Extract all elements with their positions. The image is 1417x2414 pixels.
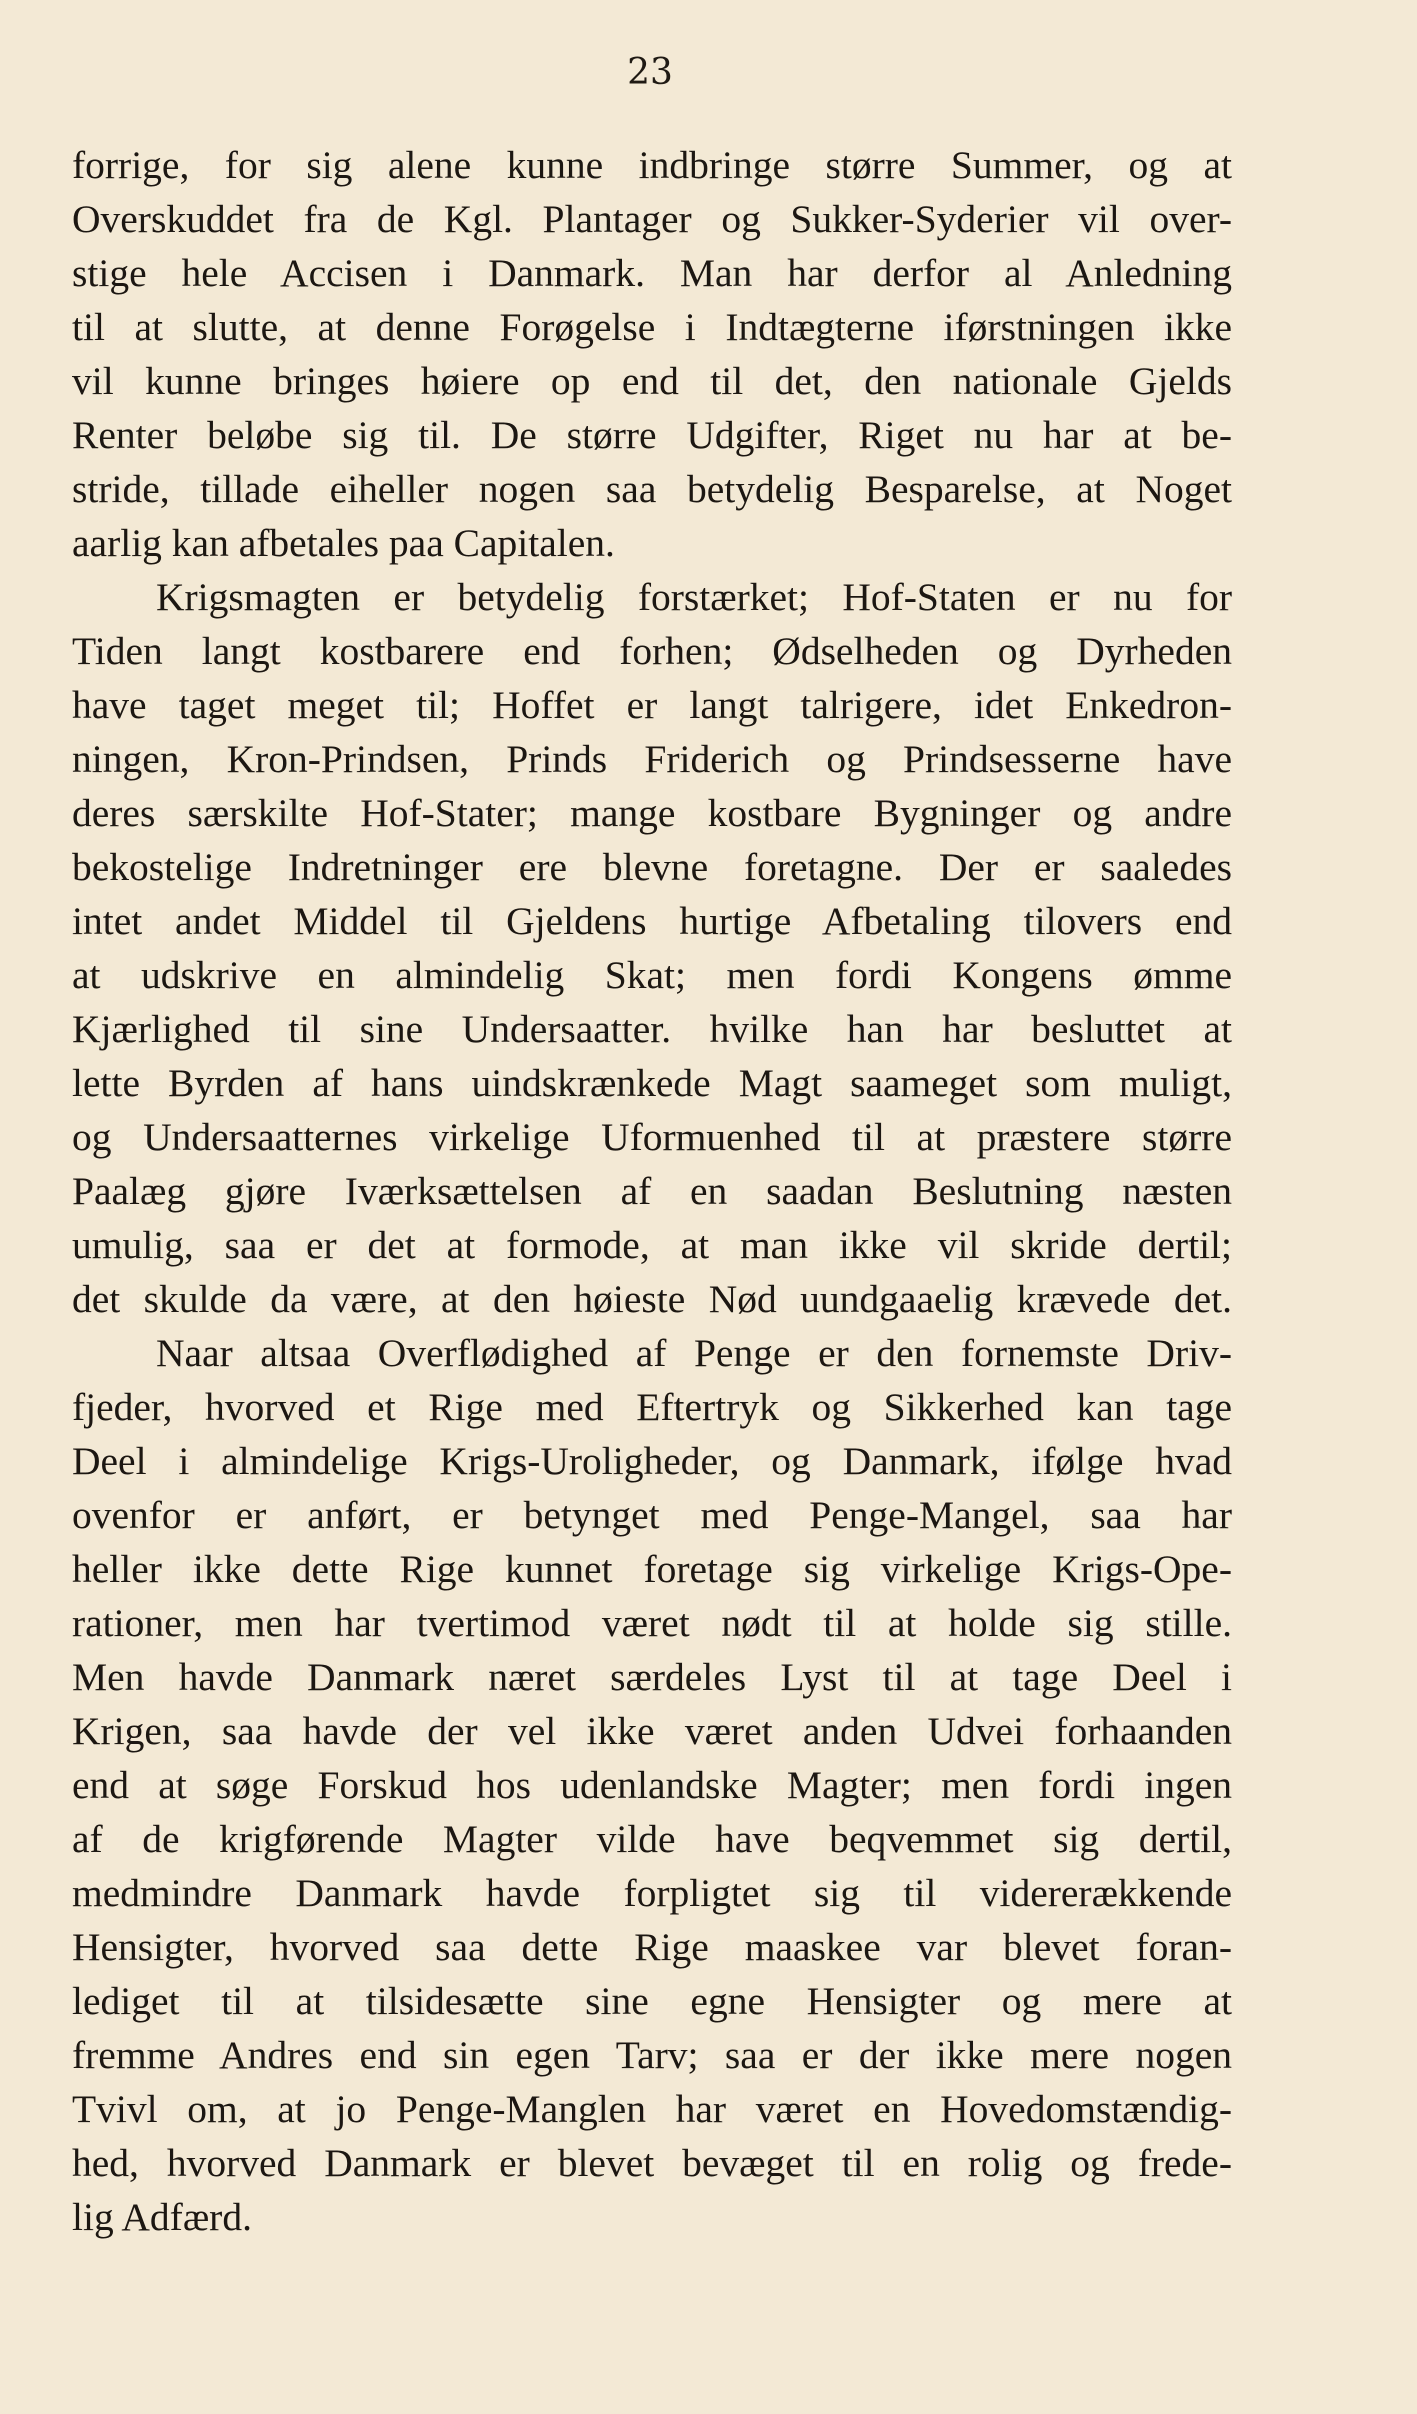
body-text xyxy=(72,138,1232,2244)
text-line: at udskrive en almindelig Skat; men fordi Kongens ømme xyxy=(72,953,1232,997)
text-line: Tvivl om, at jo Penge-Manglen har været en Hovedomstændig- xyxy=(72,2087,1232,2131)
text-line: vil kunne bringes høiere op end til det, den nationale Gjelds xyxy=(72,359,1232,403)
text-line: heller ikke dette Rige kunnet foretage sig virkelige Krigs-Ope- xyxy=(72,1547,1232,1591)
text-line: bekostelige Indretninger ere blevne foretagne. Der er saaledes xyxy=(72,845,1232,889)
text-line: af de krigførende Magter vilde have beqvemmet sig dertil, xyxy=(72,1817,1232,1861)
text-line: Hensigter, hvorved saa dette Rige maaskee var blevet foran- xyxy=(72,1925,1232,1969)
text-line: fjeder, hvorved et Rige med Eftertryk og Sikkerhed kan tage xyxy=(72,1385,1232,1429)
text-line: Renter beløbe sig til. De større Udgifter, Riget nu har at be- xyxy=(72,413,1232,457)
text-line: Krigen, saa havde der vel ikke været anden Udvei forhaanden xyxy=(72,1709,1232,1753)
text-line: deres særskilte Hof-Stater; mange kostbare Bygninger og andre xyxy=(72,791,1232,835)
text-line: medmindre Danmark havde forpligtet sig til vidererækkende xyxy=(72,1871,1232,1915)
paragraph-start-line: Naar altsaa Overflødighed af Penge er den fornemste Driv- xyxy=(156,1331,1232,1375)
text-line: Deel i almindelige Krigs-Uroligheder, og Danmark, ifølge hvad xyxy=(72,1439,1232,1483)
text-line: stige hele Accisen i Danmark. Man har derfor al Anledning xyxy=(72,251,1232,295)
text-line: have taget meget til; Hoffet er langt talrigere, idet Enkedron- xyxy=(72,683,1232,727)
text-line: hed, hvorved Danmark er blevet bevæget til en rolig og frede- xyxy=(72,2141,1232,2185)
text-line: Men havde Danmark næret særdeles Lyst til at tage Deel i xyxy=(72,1655,1232,1699)
text-line: Paalæg gjøre Iværksættelsen af en saadan Beslutning næsten xyxy=(72,1169,1232,1213)
text-line: det skulde da være, at den høieste Nød uundgaaelig krævede det. xyxy=(72,1277,1232,1321)
text-line: intet andet Middel til Gjeldens hurtige Afbetaling tilovers end xyxy=(72,899,1232,943)
text-line: lig Adfærd. xyxy=(72,2195,252,2239)
text-line: Tiden langt kostbarere end forhen; Ødselheden og Dyrheden xyxy=(72,629,1232,673)
text-line: aarlig kan afbetales paa Capitalen. xyxy=(72,521,615,565)
text-line: lediget til at tilsidesætte sine egne Hensigter og mere at xyxy=(72,1979,1232,2023)
text-line: Overskuddet fra de Kgl. Plantager og Sukker-Syderier vil over- xyxy=(72,197,1232,241)
text-line: og Undersaatternes virkelige Uformuenhed til at præstere større xyxy=(72,1115,1232,1159)
text-line: fremme Andres end sin egen Tarv; saa er der ikke mere nogen xyxy=(72,2033,1232,2077)
text-line: forrige, for sig alene kunne indbringe større Summer, og at xyxy=(72,143,1232,187)
text-line: ovenfor er anført, er betynget med Penge-Mangel, saa har xyxy=(72,1493,1232,1537)
paragraph-start-line: Krigsmagten er betydelig forstærket; Hof-Staten er nu for xyxy=(156,575,1232,619)
page-number: 23 xyxy=(627,52,673,93)
text-line: stride, tillade eiheller nogen saa betydelig Besparelse, at Noget xyxy=(72,467,1232,511)
text-line: til at slutte, at denne Forøgelse i Indtægterne iførstningen ikke xyxy=(72,305,1232,349)
text-line: rationer, men har tvertimod været nødt til at holde sig stille. xyxy=(72,1601,1232,1645)
text-line: lette Byrden af hans uindskrænkede Magt saameget som muligt, xyxy=(72,1061,1232,1105)
text-line: umulig, saa er det at formode, at man ikke vil skride dertil; xyxy=(72,1223,1232,1267)
text-line: ningen, Kron-Prindsen, Prinds Friderich og Prindsesserne have xyxy=(72,737,1232,781)
text-line: end at søge Forskud hos udenlandske Magter; men fordi ingen xyxy=(72,1763,1232,1807)
text-line: Kjærlighed til sine Undersaatter. hvilke han har besluttet at xyxy=(72,1007,1232,1051)
